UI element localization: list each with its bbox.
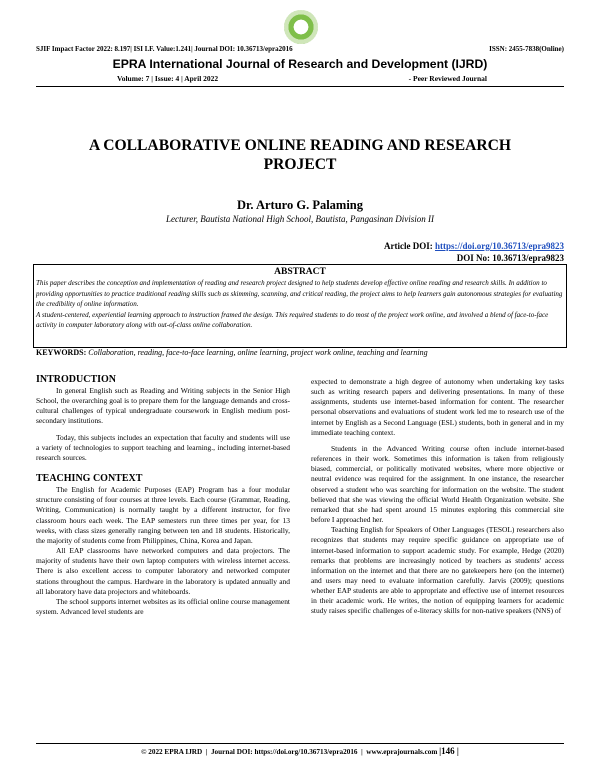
abstract-paragraph: This paper describes the conception and implementation of reading and research project designed to help students develop effective online reading and research skills. In addition to providing opportunities to practice traditional reading skills such as skimming, scanning, and critical reading, the project aims to help learners gain autonomous strategies for evaluating the credibility of online information.: [36, 279, 563, 309]
header-rule: [36, 86, 564, 87]
body-paragraph: All EAP classrooms have networked computers and data projectors. The majority of students have their own laptop computers with wireless internet access. There is also excellent access to computer laboratory and networked computer stations throughout the campus. Hardware in the laboratory is updated annually and all laboratory have data projectors and whiteboards.: [36, 546, 290, 596]
body-paragraph: Students in the Advanced Writing course often include internet-based references in their work. Sometimes this information is taken from religiously biased, commercial, or politically motivated websites, where more objective or neutral evidence was required for the assignment. In one instance, the researcher observed a student who was searching for information on the website. The student believed that she was viewing the official World Health Organization website. She remarked that she had spent around 15 minutes exploring this commercial site before I approached her.: [311, 443, 564, 525]
section-heading-teaching-context: TEACHING CONTEXT: [36, 473, 143, 485]
volume-text: Volume: 7 | Issue: 4 | April 2022: [117, 74, 219, 83]
article-title: A COLLABORATIVE ONLINE READING AND RESEARCH PROJECT: [88, 137, 512, 173]
doi-label: Article DOI:: [384, 241, 433, 251]
body-paragraph: Today, this subjects includes an expectation that faculty and students will use a variety of technologies to support teaching and learning., including internet-based research sources.: [36, 432, 290, 462]
body-paragraph: The English for Academic Purposes (EAP) Program has a four modular structure consisting of four courses at three levels. Each course (Grammar, Reading, Writing, Communication) is normally taught by a different instructor, for five classroom hours each week. The EAP semesters run three times per year, for 13 weeks, with class sizes generally ranging between ten and 18 students. Historically, the majority of students come from Philippines, China, Korea and Japan.: [36, 485, 290, 545]
footer-separator: |: [205, 748, 208, 756]
body-paragraph: Teaching English for Speakers of Other Languages (TESOL) researchers also recognizes that students may require specific guidance on appropriate use of internet-based information to support academic study. For example, Hedge (2020) remarks that problems are increasingly noticed by teachers as students' access information on the internet and that there are no gatekeepers here (on the internet) and users may need to evaluate information carefully. Jarvis (2009); questions whether EAP students are able to appropriate and effective use of internet resources in their academic work. He writes, the notion of equipping learners for academic study raises specific challenges of e-literacy skills for non-native speakers (NNS) of: [311, 525, 564, 616]
keywords-line: [36, 348, 564, 357]
page-number: |146 |: [439, 746, 459, 756]
journal-logo: [284, 10, 318, 44]
journal-name: EPRA International Journal of Research and Development (IJRD): [112, 57, 488, 71]
volume-line: [117, 74, 487, 83]
abstract-paragraph: A student-centered, experiential learning approach to instruction framed the design. This required students to do most of the project work online, and involved a blend of face-to-face activity in computer laboratory along with out-of-class online collaboration.: [36, 310, 549, 330]
page-footer: [0, 746, 600, 756]
article-doi-line: [384, 240, 564, 252]
footer-journal-doi: Journal DOI: https://doi.org/10.36713/epra2016: [210, 748, 358, 756]
body-paragraph: In general English such as Reading and Writing subjects in the Senior High School, the overarching goal is to prepare them for the language demands and cross-cultural challenges of typical undergraduate coursework in English medium post-secondary institutions.: [36, 386, 290, 426]
body-paragraph: expected to demonstrate a high degree of autonomy when undertaking key tasks such as writing research papers and delivering presentations. In many of these assignments, students use internet-based information for content. The researcher personal observations and evaluations of student work led me to research use of the internet by English as a Second Language (ESL) students, both in general and in my immediate teaching context.: [311, 377, 564, 437]
keywords-text: Collaboration, reading, face-to-face learning, online learning, project work online, teaching and learning: [88, 348, 428, 357]
section-heading-introduction: INTRODUCTION: [36, 374, 117, 385]
right-column: [311, 377, 564, 617]
footer-copyright: © 2022 EPRA IJRD: [141, 748, 203, 756]
abstract-text: [36, 278, 564, 331]
keywords-label: KEYWORDS:: [36, 348, 87, 357]
peer-reviewed-text: - Peer Reviewed Journal: [408, 74, 487, 83]
impact-factor-text: SJIF Impact Factor 2022: 8.197| ISI I.F. Value:1.241| Journal DOI: 10.36713/epra2016: [36, 45, 293, 53]
abstract-heading: ABSTRACT: [274, 267, 326, 277]
footer-separator: |: [361, 748, 363, 756]
doi-link[interactable]: https://doi.org/10.36713/epra9823: [434, 241, 564, 251]
doi-block: [384, 240, 564, 264]
author-name: Dr. Arturo G. Palaming: [236, 198, 364, 212]
footer-rule: [36, 743, 564, 744]
header-metadata: [36, 45, 564, 53]
left-column: [36, 374, 290, 617]
body-paragraph: The school supports internet websites as its official online course management system. Advanced level students are: [36, 596, 290, 616]
author-affiliation: Lecturer, Bautista National High School, Bautista, Pangasinan Division II: [166, 214, 434, 224]
issn-text: ISSN: 2455-7838(Online): [489, 45, 564, 53]
doi-number: DOI No: 10.36713/epra9823: [456, 253, 564, 263]
footer-website[interactable]: www.eprajournals.com: [366, 748, 438, 756]
